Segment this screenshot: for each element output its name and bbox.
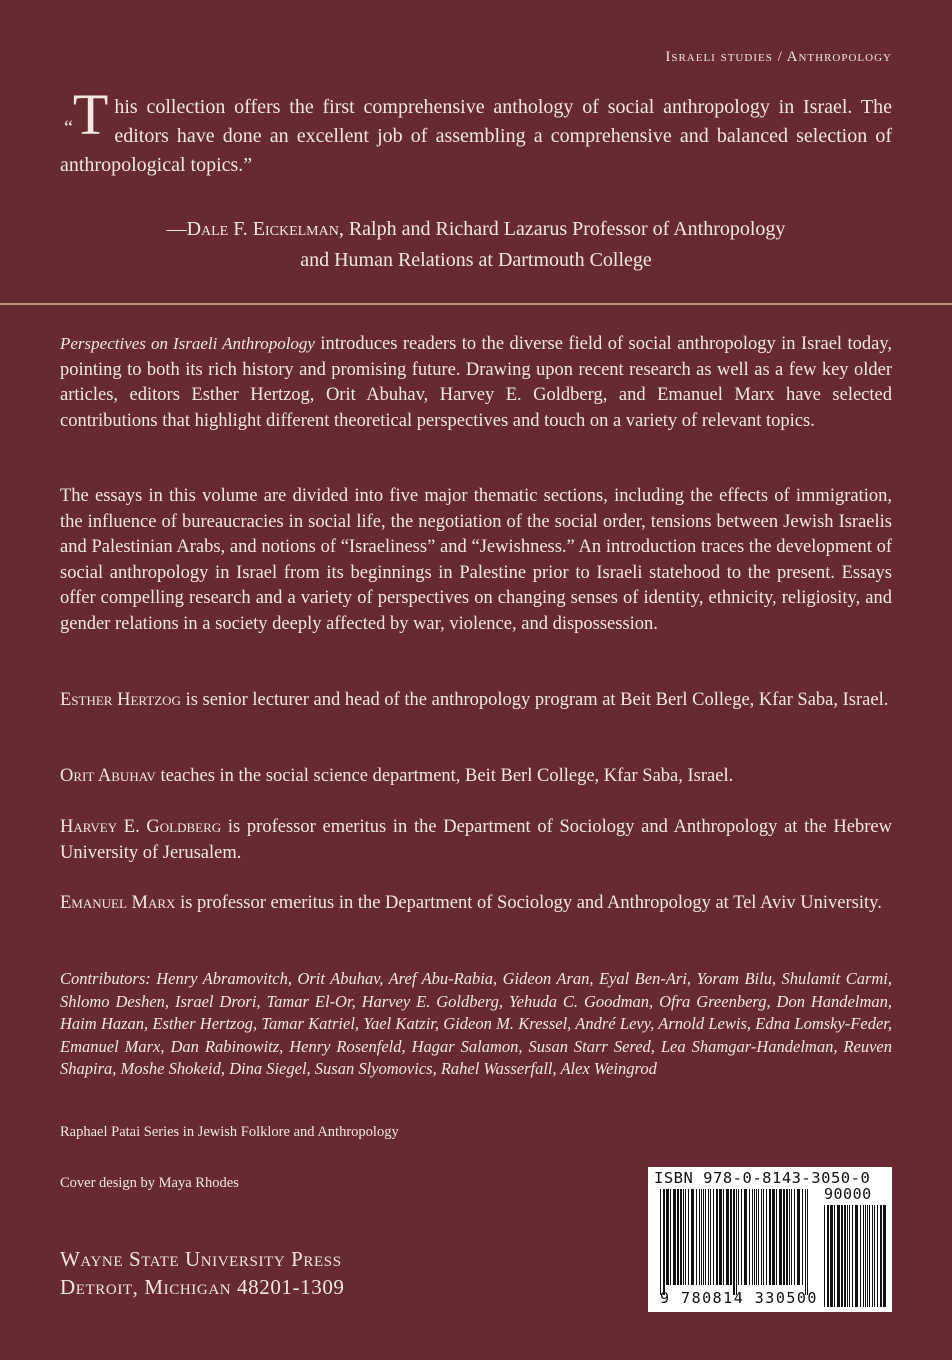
cover-design-credit: Cover design by Maya Rhodes [60, 1175, 239, 1191]
barcode-bar [863, 1205, 864, 1307]
contributors-list: Contributors: Henry Abramovitch, Orit Abuhav, Aref Abu-Rabia, Gideon Aran, Eyal Ben-Ari, Yoram Bilu, Shulamit Carmi, Shlomo Deshen, Israel Drori, Tamar El-Or, Harvey E. Goldberg, Yehuda C. Goodman, Ofra Greenberg, Don Handelman, Haim Hazan, Esther Hertzog, Tamar Katriel, Yael Katzir, Gideon M. Kressel, André Levy, Arnold Lewis, Edna Lomsky-Feder, Emanuel Marx, Dan Rabinowitz, Henry Rosenfeld, Hagar Salamon, Susan Starr Sered, Lea Shamgar-Handelman, Reuven Shapira, Moshe Shokeid, Dina Siegel, Susan Slyomovics, Rahel Wasserfall, Alex Weingrod [60, 969, 892, 1079]
section-divider [0, 303, 952, 305]
barcode-bar [730, 1189, 732, 1285]
barcode-bar [680, 1189, 682, 1285]
barcode-bar [802, 1189, 803, 1285]
barcode-bar [880, 1205, 882, 1307]
barcode-bar [744, 1189, 747, 1285]
quote-author-title-1: , Ralph and Richard Lazarus Professor of Anthropology [338, 218, 786, 240]
barcode-bar [703, 1189, 704, 1285]
barcode-bar [776, 1189, 777, 1285]
quote-author-title-2: and Human Relations at Dartmouth College [300, 249, 652, 271]
book-title: Perspectives on Israeli Anthropology [60, 334, 315, 353]
barcode-bar [807, 1189, 808, 1295]
quote-author: Dale F. Eickelman [186, 218, 339, 240]
barcode-bar [844, 1205, 846, 1307]
barcode-bar [708, 1189, 709, 1285]
barcode-bar [783, 1189, 785, 1285]
publisher-name: Wayne State University Press [60, 1247, 342, 1271]
barcode-bar [824, 1205, 825, 1307]
barcode-bar [797, 1189, 800, 1285]
barcode-bar [883, 1205, 886, 1307]
barcode-bar [867, 1205, 868, 1307]
category-label: Israeli studies / Anthropology [665, 49, 892, 65]
barcode-bar [766, 1189, 767, 1285]
isbn-number: ISBN 978-0-8143-3050-0 [654, 1169, 871, 1187]
barcode-bar [872, 1205, 873, 1307]
barcode-bar [738, 1189, 739, 1285]
barcode-bar [677, 1189, 679, 1285]
barcode-bar [789, 1189, 790, 1285]
barcode-bar [779, 1189, 782, 1285]
barcode-bar [761, 1189, 762, 1285]
barcode-bar [794, 1189, 795, 1285]
barcode-bar [865, 1205, 866, 1307]
barcode-main-digits: 9 780814 330500 [660, 1289, 818, 1307]
barcode-bar [719, 1189, 722, 1285]
barcode-bar [837, 1205, 840, 1307]
editor-bio: Esther Hertzog is senior lecturer and head of the anthropology program at Beit Berl College, Kfar Saba, Israel. [60, 690, 889, 710]
barcode-bar [723, 1189, 724, 1285]
barcode-bar [699, 1189, 700, 1285]
barcode-bar [736, 1189, 737, 1295]
barcode-bar [849, 1205, 850, 1307]
series-name: Raphael Patai Series in Jewish Folklore and Anthropology [60, 1124, 399, 1140]
editor-name: Esther Hertzog [60, 690, 181, 710]
barcode-bar [758, 1189, 759, 1285]
barcode-bar [710, 1189, 711, 1285]
description-paragraph-2: The essays in this volume are divided into five major thematic sections, including the effects of immigration, the influence of bureaucracies in social life, the negotiation of the social order, tensions between Jewish Israelis and Palestinian Arabs, and notions of “Israeliness” and “Jewishness.” An introduction traces the development of social anthropology in Israel from its beginnings in Palestine prior to Israeli statehood to the present. Essays offer compelling research and a variety of perspectives on changing senses of identity, ethnicity, religiosity, and gender relations in a society deeply affected by war, violence, and dispossession. [60, 486, 892, 634]
barcode-bar [713, 1189, 714, 1285]
barcode-bar [877, 1205, 878, 1307]
barcode-bar [705, 1189, 706, 1285]
barcode-bar [666, 1189, 669, 1285]
barcode-bar [688, 1189, 689, 1285]
barcode-bar [769, 1189, 771, 1285]
barcode-bar [660, 1189, 661, 1295]
barcode-bar [670, 1189, 671, 1285]
endorsement-quote [60, 82, 892, 180]
publisher-address: Detroit, Michigan 48201-1309 [60, 1275, 345, 1299]
barcode-bar [874, 1205, 875, 1307]
barcode-bar [786, 1189, 788, 1285]
barcode-bar [830, 1205, 833, 1307]
barcode-bar [691, 1189, 694, 1285]
editor-bio: Emanuel Marx is professor emeritus in the Department of Sociology and Anthropology at Tel Aviv University. [60, 893, 882, 913]
barcode-addon-digits: 90000 [824, 1185, 872, 1203]
barcode-bar [741, 1189, 742, 1285]
isbn-barcode [648, 1167, 892, 1312]
barcode-bar [673, 1189, 676, 1285]
barcode-bar [685, 1189, 686, 1285]
barcode-bar [827, 1205, 829, 1307]
barcode-bar [749, 1189, 750, 1285]
barcode-bar [805, 1189, 806, 1295]
barcode-bar [834, 1205, 835, 1307]
barcode-bar [756, 1189, 757, 1285]
barcode-bar [772, 1189, 775, 1285]
barcode-bar [733, 1189, 735, 1295]
barcode-bar [869, 1205, 870, 1307]
barcode-bar [860, 1205, 861, 1307]
barcode-bar [763, 1189, 764, 1285]
barcode-bar [701, 1189, 702, 1285]
description-paragraph-1: Perspectives on Israeli Anthropology introduces readers to the diverse field of social anthropology in Israel today, pointing to both its rich history and promising future. Drawing upon recent research as well as a few key older articles, editors Esther Hertzog, Orit Abuhav, Harvey E. Goldberg, and Emanuel Marx have selected contributions that highlight different theoretical perspectives and touch on a variety of relevant topics. [60, 334, 893, 431]
barcode-bar [696, 1189, 697, 1285]
editor-name: Emanuel Marx [60, 893, 176, 913]
barcode-bar [847, 1205, 848, 1307]
publisher-block [60, 1245, 345, 1301]
editor-name: Harvey E. Goldberg [60, 817, 222, 837]
editor-bio: Harvey E. Goldberg is professor emeritus in the Department of Sociology and Anthropology at the Hebrew University of Jerusalem. [60, 817, 892, 863]
quote-drop-cap: “T [64, 82, 109, 147]
barcode-bar [752, 1189, 753, 1285]
barcode-bar [726, 1189, 729, 1285]
barcode-bar [791, 1189, 792, 1285]
barcode-bar [663, 1189, 665, 1295]
barcode-bar [716, 1189, 718, 1285]
barcode-bar [754, 1189, 755, 1285]
barcode-bar [841, 1205, 843, 1307]
editor-name: Orit Abuhav [60, 766, 156, 786]
editor-bio: Orit Abuhav teaches in the social science department, Beit Berl College, Kfar Saba, Israel. [60, 766, 734, 786]
barcode-bar [855, 1205, 858, 1307]
quote-text: his collection offers the first comprehensive anthology of social anthropology in Israel. The editors have done an excellent job of assembling a comprehensive and balanced selection of anthropological topics.” [60, 96, 892, 176]
quote-attribution: —Dale F. Eickelman, Ralph and Richard Lazarus Professor of Anthropology and Human Relations at Dartmouth College [166, 218, 786, 271]
barcode-bar [683, 1189, 684, 1285]
barcode-bar [852, 1205, 853, 1307]
